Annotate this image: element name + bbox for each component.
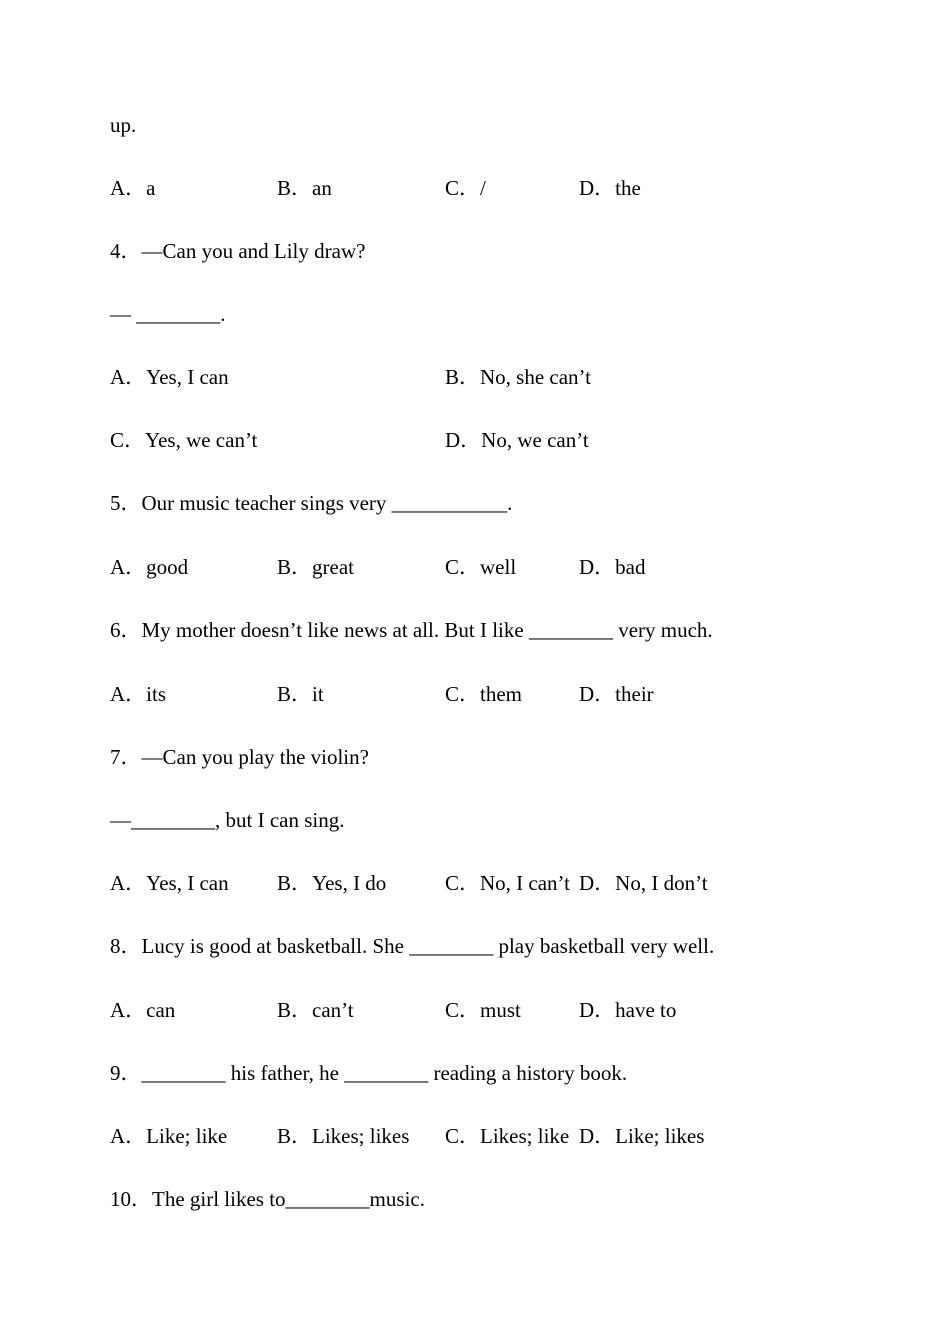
question-4-reply: — ________.: [110, 302, 226, 326]
option-c: C．Yes, we can’t: [110, 428, 258, 452]
option-b: B．No, she can’t: [445, 365, 592, 389]
option-b: B．great: [277, 555, 354, 579]
option-a: A．a: [110, 176, 156, 200]
question-5: 5．Our music teacher sings very ___________.: [110, 491, 513, 515]
option-d: D．No, we can’t: [445, 428, 589, 452]
question-8: 8．Lucy is good at basketball. She ________ play basketball very well.: [110, 934, 715, 958]
question-6: 6．My mother doesn’t like news at all. But I like ________ very much.: [110, 618, 713, 642]
option-a: A．Yes, I can: [110, 365, 229, 389]
option-d: D．their: [579, 682, 654, 706]
option-d: D．Like; likes: [579, 1124, 705, 1148]
question-10: 10．The girl likes to________music.: [110, 1187, 425, 1211]
option-a: A．Yes, I can: [110, 871, 229, 895]
option-a: A．can: [110, 998, 176, 1022]
option-a: A．good: [110, 555, 189, 579]
option-a: A．its: [110, 682, 167, 706]
question-7-reply: —________, but I can sing.: [110, 808, 345, 832]
option-a: A．Like; like: [110, 1124, 228, 1148]
question-9: 9．________ his father, he ________ reading a history book.: [110, 1061, 628, 1085]
option-b: B．an: [277, 176, 332, 200]
option-c: C．well: [445, 555, 517, 579]
option-c: C．Likes; like: [445, 1124, 570, 1148]
option-d: D．No, I don’t: [579, 871, 708, 895]
option-c: C．them: [445, 682, 522, 706]
option-c: C．must: [445, 998, 521, 1022]
question-continuation: up.: [110, 113, 137, 137]
option-d: D．bad: [579, 555, 646, 579]
option-d: D．have to: [579, 998, 677, 1022]
option-b: B．it: [277, 682, 324, 706]
question-4: 4．—Can you and Lily draw?: [110, 239, 366, 263]
question-7: 7．—Can you play the violin?: [110, 745, 369, 769]
option-c: C．No, I can’t: [445, 871, 571, 895]
option-c: C．/: [445, 176, 486, 200]
option-b: B．Yes, I do: [277, 871, 387, 895]
option-d: D．the: [579, 176, 641, 200]
option-b: B．Likes; likes: [277, 1124, 410, 1148]
option-b: B．can’t: [277, 998, 354, 1022]
